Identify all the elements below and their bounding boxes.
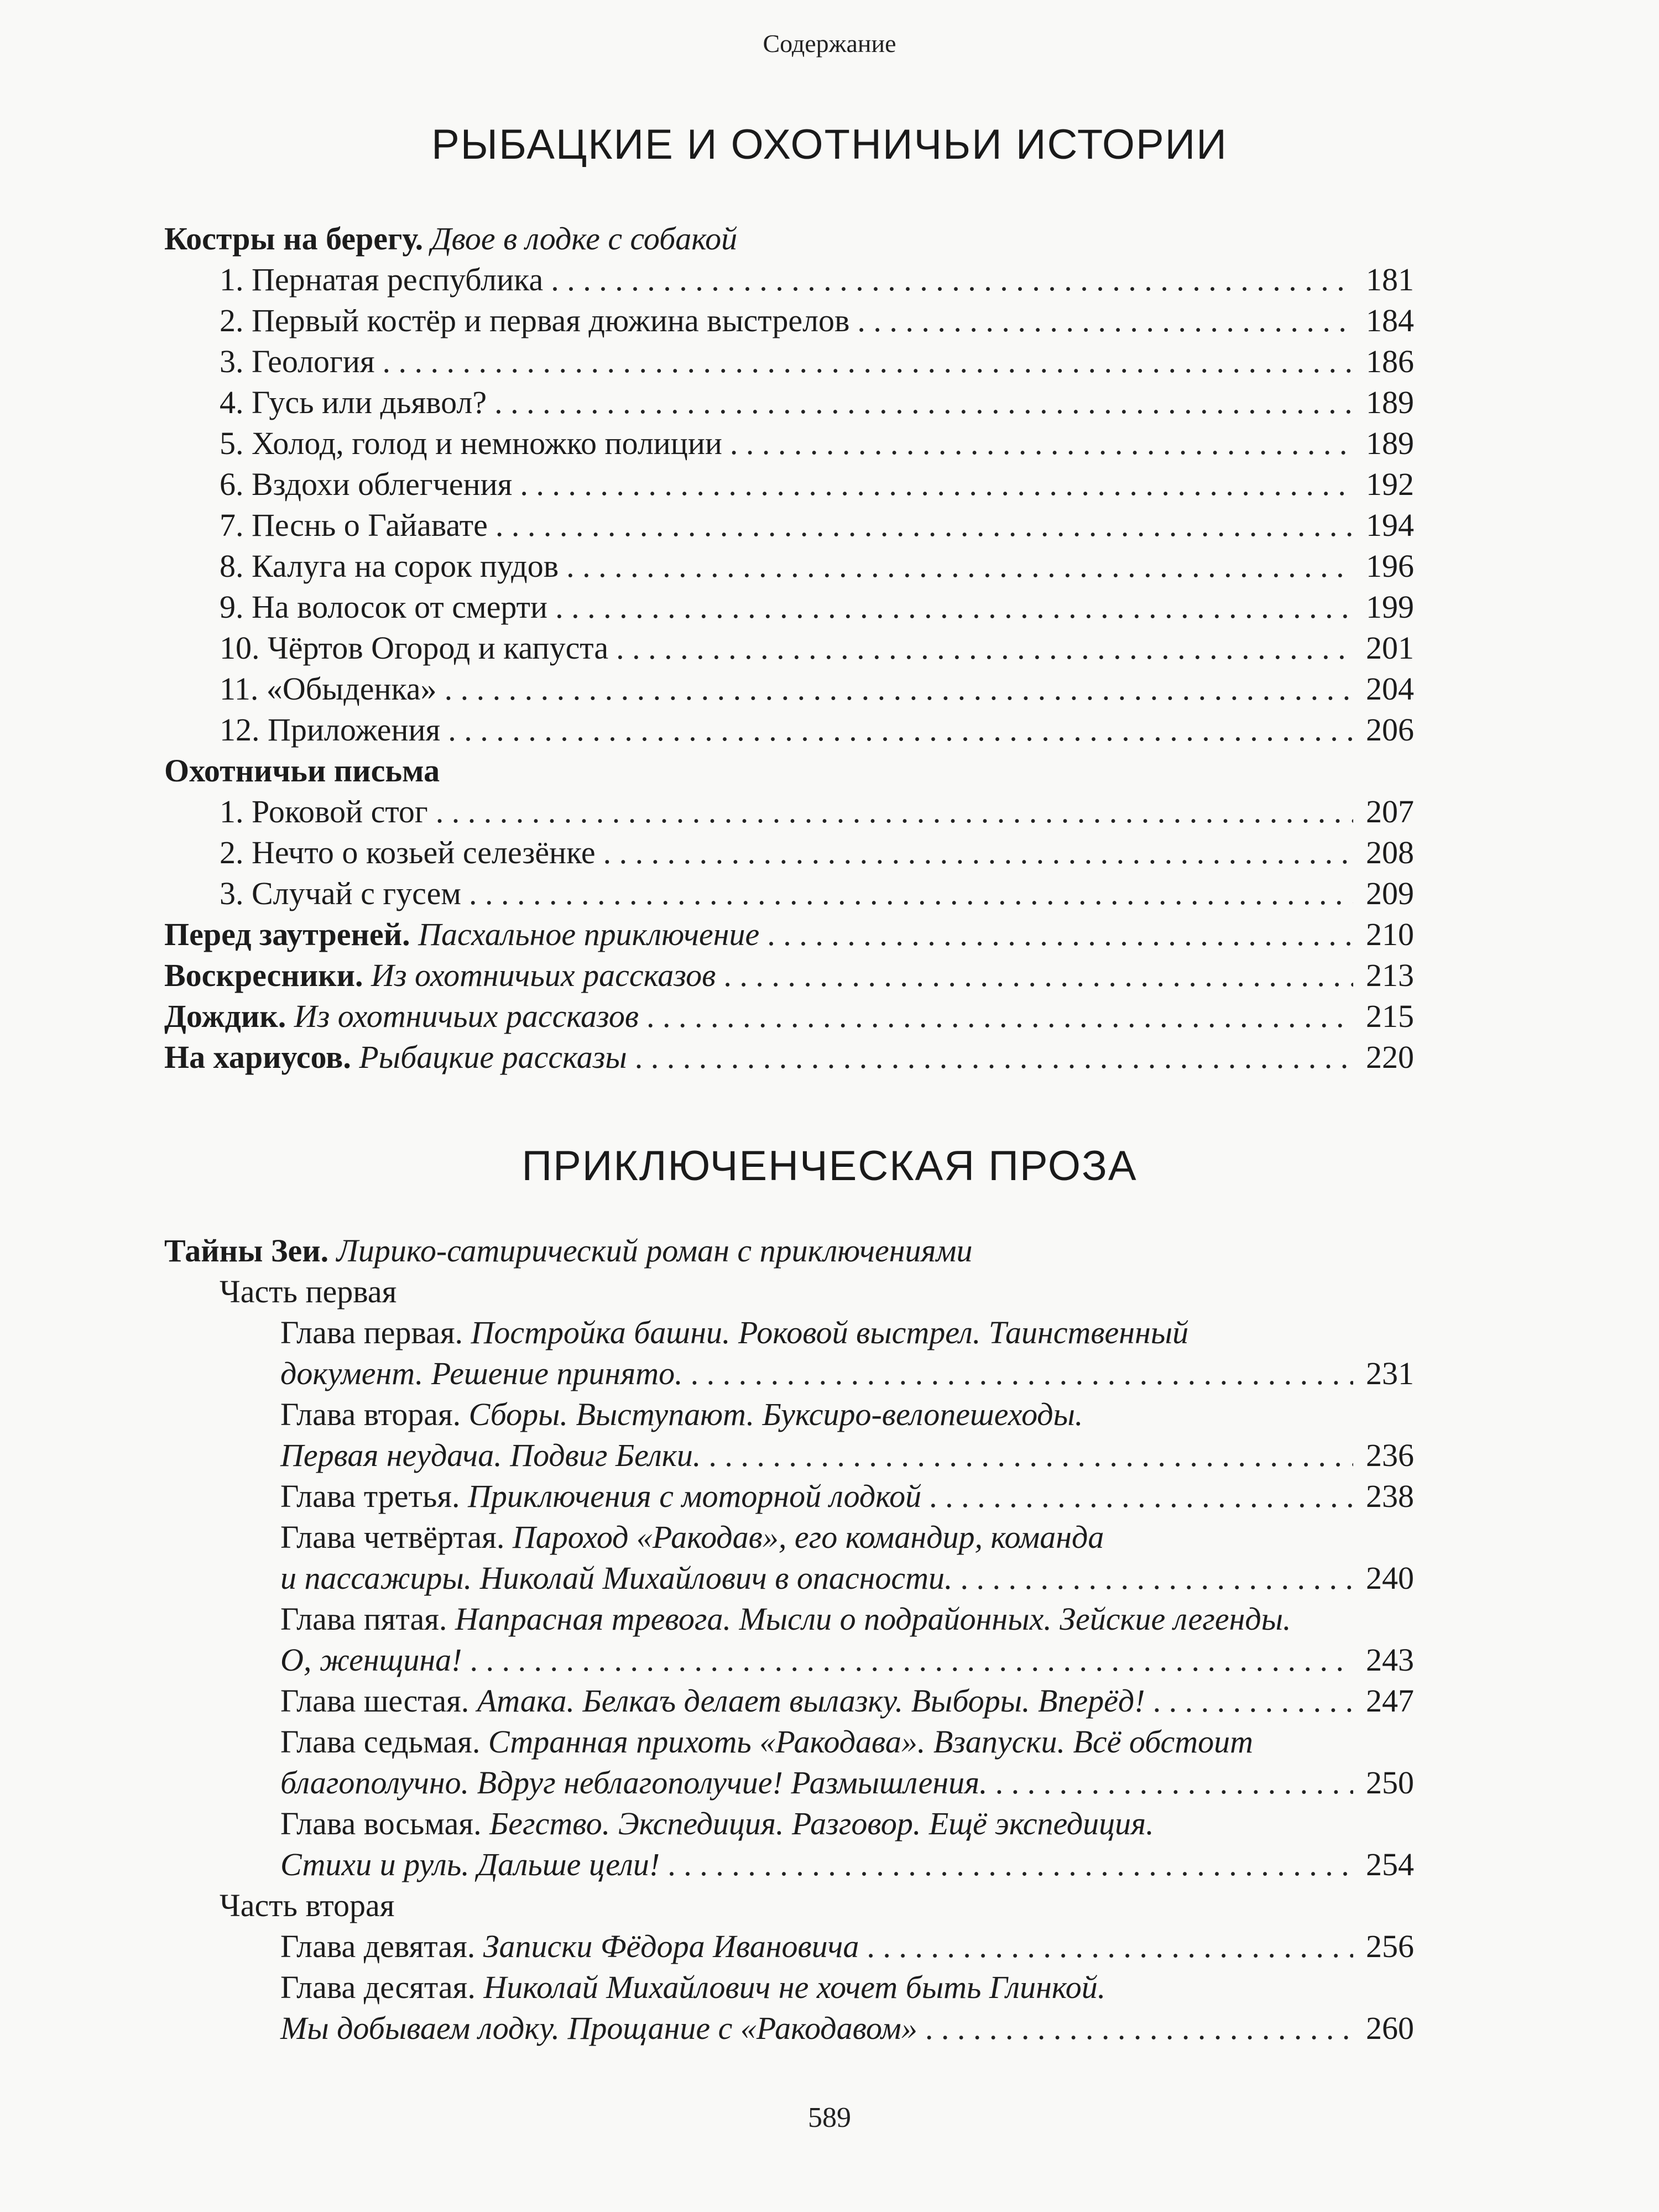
leader-dots: [383, 341, 1353, 382]
entry-page: 192: [1366, 466, 1414, 502]
entry-page: 240: [1366, 1560, 1414, 1596]
leader-dots: [520, 464, 1353, 505]
toc-section-fishing-hunting: [164, 218, 1414, 1078]
toc-entry[interactable]: [164, 791, 1414, 832]
page-number: 589: [808, 2102, 851, 2133]
chapter-title: Стихи и руль. Дальше цели!: [280, 1846, 660, 1882]
entry-page: 186: [1366, 343, 1414, 379]
leader-dots: [436, 791, 1353, 832]
entry-page: 247: [1366, 1683, 1414, 1719]
chapter-entry-line[interactable]: [164, 1926, 1414, 1967]
leader-dots: [635, 1037, 1353, 1078]
leader-dots: [469, 873, 1353, 914]
toc-entry[interactable]: На хариусов . Рыбацкие рассказы . . . 220: [164, 1037, 1414, 1078]
toc-entry[interactable]: [164, 464, 1414, 505]
entry-page: 199: [1366, 589, 1414, 625]
entry-page: 250: [1366, 1765, 1414, 1801]
entry-page: 256: [1366, 1928, 1414, 1964]
work-subtitle: Из охотничьих рассказов: [371, 957, 716, 993]
toc-entry[interactable]: [164, 505, 1414, 546]
work-title: Дождик: [164, 998, 278, 1034]
entry-page: 210: [1366, 916, 1414, 952]
chapter-number: Глава первая.: [280, 1314, 463, 1350]
leader-dots: [723, 955, 1353, 996]
chapter-title: Первая неудача. Подвиг Белки.: [280, 1437, 701, 1473]
work-subtitle: Двое в лодке с собакой: [431, 221, 738, 257]
entry-page: 206: [1366, 712, 1414, 748]
chapter-title: Бегство. Экспедиция. Разговор. Ещё экспедиция.: [489, 1806, 1154, 1841]
chapter-entry-line[interactable]: [164, 1599, 1414, 1640]
entry-label: 5. Холод, голод и немножко полиции: [220, 425, 722, 461]
entry-label: 1. Пернатая республика: [220, 262, 544, 298]
entry-page: 209: [1366, 875, 1414, 911]
chapter-entry-line[interactable]: [164, 1721, 1414, 1762]
toc-entry[interactable]: [164, 873, 1414, 914]
leader-dots: [995, 1762, 1353, 1803]
leader-dots: [929, 1476, 1353, 1517]
leader-dots: [646, 996, 1353, 1037]
entry-label: 4. Гусь или дьявол?: [220, 384, 487, 420]
toc-entry[interactable]: Воскресники . Из охотничьих рассказов . . . 213: [164, 955, 1414, 996]
toc-work-heading: [164, 750, 1414, 791]
toc-entry[interactable]: [164, 341, 1414, 382]
entry-page: 196: [1366, 548, 1414, 584]
leader-dots: [603, 832, 1353, 873]
toc-entry[interactable]: [164, 587, 1414, 628]
leader-dots: [566, 546, 1353, 587]
work-title: Перед заутреней: [164, 916, 403, 952]
chapter-title: Напрасная тревога. Мысли о подрайонных. Зейские легенды.: [455, 1601, 1291, 1637]
toc-entry[interactable]: [164, 259, 1414, 300]
entry-page: 215: [1366, 998, 1414, 1034]
entry-label: 10. Чёртов Огород и капуста: [220, 630, 609, 666]
chapter-number: Глава вторая.: [280, 1396, 461, 1432]
entry-label: 2. Первый костёр и первая дюжина выстрелов: [220, 302, 850, 338]
chapter-title: Приключения с моторной лодкой: [468, 1478, 922, 1514]
entry-page: 184: [1366, 302, 1414, 338]
entry-page: 207: [1366, 794, 1414, 830]
entry-label: 8. Калуга на сорок пудов: [220, 548, 559, 584]
section-title-fishing-hunting: РЫБАЦКИЕ И ОХОТНИЧЬИ ИСТОРИИ: [431, 121, 1228, 168]
entry-page: 231: [1366, 1355, 1414, 1391]
work-title: На хариусов: [164, 1039, 343, 1075]
chapter-title: О, женщина!: [280, 1642, 462, 1678]
chapter-entry-line[interactable]: [164, 2008, 1414, 2049]
chapter-title: Сборы. Выступают. Буксиро-велопешеходы.: [468, 1396, 1083, 1432]
chapter-title: Пароход «Ракодав», его командир, команда: [512, 1519, 1104, 1555]
chapter-number: Глава восьмая.: [280, 1806, 482, 1841]
toc-entry[interactable]: [164, 546, 1414, 587]
leader-dots: [551, 259, 1353, 300]
entry-label: 1. Роковой стог: [220, 794, 428, 830]
work-title: Тайны Зеи: [164, 1233, 321, 1269]
chapter-title: Мы добываем лодку. Прощание с «Ракодавом»: [280, 2010, 917, 2046]
chapter-number: Глава шестая.: [280, 1683, 469, 1719]
chapter-entry-line[interactable]: [164, 1312, 1414, 1353]
leader-dots: [730, 423, 1353, 464]
entry-page: 204: [1366, 671, 1414, 707]
chapter-title: документ. Решение принято.: [280, 1355, 683, 1391]
entry-label: 6. Вздохи облегчения: [220, 466, 513, 502]
toc-section-adventure-prose: [164, 1230, 1414, 2049]
work-title: Воскресники: [164, 957, 355, 993]
chapter-entry-line[interactable]: [164, 1353, 1414, 1394]
toc-work-heading: Костры на берегу. Двое в лодке с собакой: [164, 221, 738, 257]
entry-page: 213: [1366, 957, 1414, 993]
entry-page: 254: [1366, 1846, 1414, 1882]
entry-page: 201: [1366, 630, 1414, 666]
entry-page: 181: [1366, 262, 1414, 298]
entry-label: 9. На волосок от смерти: [220, 589, 548, 625]
work-subtitle: Лирико-сатирический роман с приключениями: [336, 1233, 973, 1269]
leader-dots: [555, 587, 1353, 628]
entry-page: 220: [1366, 1039, 1414, 1075]
entry-label: 2. Нечто о козьей селезёнке: [220, 834, 596, 870]
leader-dots: [691, 1353, 1353, 1394]
entry-page: 243: [1366, 1642, 1414, 1678]
chapter-title: Атака. Белкаъ делает вылазку. Выборы. Вперёд!: [477, 1683, 1145, 1719]
leader-dots: [925, 2008, 1353, 2049]
work-subtitle: Из охотничьих рассказов: [294, 998, 639, 1034]
chapter-number: Глава пятая.: [280, 1601, 447, 1637]
chapter-entry-line[interactable]: [164, 1394, 1414, 1435]
chapter-entry-line[interactable]: [164, 1803, 1414, 1844]
work-title: Охотничьи письма: [164, 753, 440, 789]
toc-entry[interactable]: [164, 709, 1414, 750]
chapter-entry-line[interactable]: [164, 1476, 1414, 1517]
chapter-title: Записки Фёдора Ивановича: [483, 1928, 859, 1964]
leader-dots: [961, 1558, 1353, 1599]
entry-label: 3. Случай с гусем: [220, 875, 462, 911]
chapter-entry-line[interactable]: [164, 1517, 1414, 1558]
entry-label: 7. Песнь о Гайавате: [220, 507, 488, 543]
work-title: Костры на берегу: [164, 221, 415, 257]
chapter-entry-line[interactable]: [164, 1435, 1414, 1476]
entry-page: 189: [1366, 425, 1414, 461]
leader-dots: [445, 669, 1353, 709]
part-heading: Часть первая: [220, 1274, 397, 1310]
chapter-title: Николай Михайлович не хочет быть Глинкой.: [483, 1969, 1106, 2005]
entry-page: 236: [1366, 1437, 1414, 1473]
work-subtitle: Пасхальное приключение: [418, 916, 760, 952]
chapter-title: Постройка башни. Роковой выстрел. Таинственный: [471, 1314, 1189, 1350]
chapter-number: Глава четвёртая.: [280, 1519, 505, 1555]
entry-page: 189: [1366, 384, 1414, 420]
leader-dots: [708, 1435, 1353, 1476]
entry-page: 194: [1366, 507, 1414, 543]
entry-page: 208: [1366, 834, 1414, 870]
leader-dots: [616, 628, 1353, 669]
leader-dots: [667, 1844, 1353, 1885]
entry-label: 12. Приложения: [220, 712, 441, 748]
chapter-number: Глава седьмая.: [280, 1724, 481, 1760]
leader-dots: [867, 1926, 1353, 1967]
entry-page: 238: [1366, 1478, 1414, 1514]
chapter-title: и пассажиры. Николай Михайлович в опасности.: [280, 1560, 953, 1596]
chapter-entry-line[interactable]: [164, 1558, 1414, 1599]
chapter-entry-line[interactable]: [164, 1967, 1414, 2008]
toc-entry[interactable]: [164, 832, 1414, 873]
toc-entry[interactable]: [164, 300, 1414, 341]
entry-label: 3. Геология: [220, 343, 375, 379]
entry-page: 260: [1366, 2010, 1414, 2046]
entry-label: 11. «Обыденка»: [220, 671, 437, 707]
work-subtitle: Рыбацкие рассказы: [359, 1039, 627, 1075]
toc-entry[interactable]: [164, 382, 1414, 423]
chapter-title: благополучно. Вдруг неблагополучие! Размышления.: [280, 1765, 988, 1801]
chapter-title: Странная прихоть «Ракодава». Взапуски. Всё обстоит: [488, 1724, 1254, 1760]
chapter-entry-line[interactable]: [164, 1681, 1414, 1721]
leader-dots: [469, 1640, 1353, 1681]
toc-entry[interactable]: [164, 423, 1414, 464]
toc-entry[interactable]: [164, 628, 1414, 669]
toc-entry[interactable]: [164, 669, 1414, 709]
chapter-entry-line[interactable]: [164, 1762, 1414, 1803]
running-head: Содержание: [763, 29, 896, 58]
leader-dots: [1153, 1681, 1353, 1721]
toc-entry[interactable]: Перед заутреней . Пасхальное приключение . . . 210: [164, 914, 1414, 955]
leader-dots: [448, 709, 1353, 750]
section-title-adventure-prose: ПРИКЛЮЧЕНЧЕСКАЯ ПРОЗА: [521, 1142, 1138, 1190]
chapter-number: Глава третья.: [280, 1478, 460, 1514]
leader-dots: [857, 300, 1353, 341]
chapter-entry-line[interactable]: [164, 1844, 1414, 1885]
toc-work-heading: Тайны Зеи. Лирико-сатирический роман с приключениями: [164, 1233, 973, 1269]
leader-dots: [495, 505, 1353, 546]
part-heading: Часть вторая: [220, 1887, 395, 1923]
chapter-number: Глава девятая.: [280, 1928, 476, 1964]
leader-dots: [767, 914, 1353, 955]
chapter-number: Глава десятая.: [280, 1969, 476, 2005]
toc-entry[interactable]: Дождик . Из охотничьих рассказов . . . 215: [164, 996, 1414, 1037]
leader-dots: [494, 382, 1353, 423]
chapter-entry-line[interactable]: [164, 1640, 1414, 1681]
